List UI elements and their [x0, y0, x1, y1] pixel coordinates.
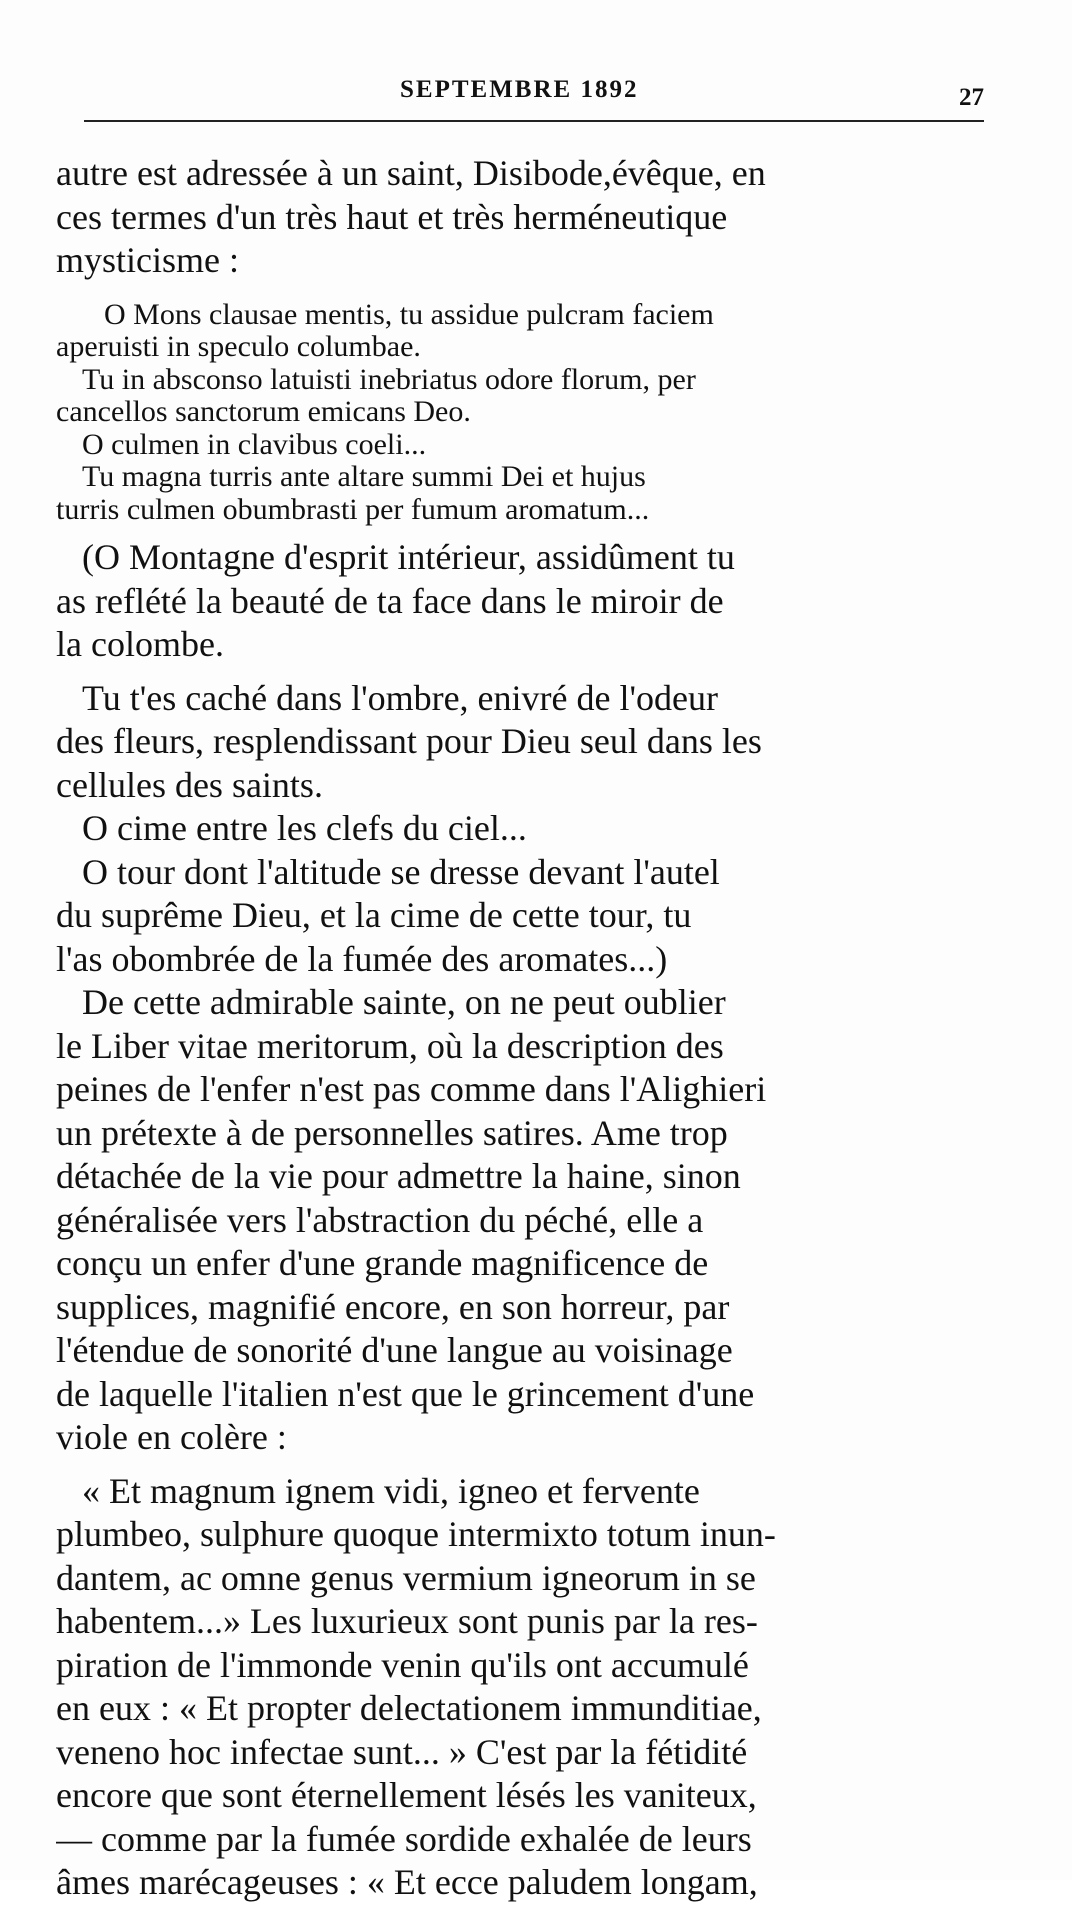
text-line: autre est adressée à un saint, Disibode,évêque, en: [56, 153, 766, 193]
text-line: plumbeo, sulphure quoque intermixto totum inun-: [56, 1514, 776, 1554]
text-line: viole en colère :: [56, 1417, 287, 1457]
text-line: veneno hoc infectae sunt... » C'est par la fétidité: [56, 1731, 748, 1772]
running-title: SEPTEMBRE 1892: [400, 76, 639, 103]
text-line: un prétexte à de personnelles satires. Ame trop: [56, 1112, 728, 1153]
text-line: supplices, magnifié encore, en son horreur, par: [56, 1286, 730, 1327]
text-line: — comme par la fumée sordide exhalée de leurs: [56, 1818, 752, 1859]
text-line: des fleurs, resplendissant pour Dieu seul dans les: [56, 721, 762, 761]
text-line: O culmen in clavibus coeli...: [82, 428, 427, 461]
text-line: mysticisme :: [56, 240, 239, 280]
text-line: O tour dont l'altitude se dresse devant l'autel: [82, 851, 720, 892]
text-line: piration de l'immonde venin qu'ils ont accumulé: [56, 1644, 749, 1685]
text-line: O Mons clausae mentis, tu assidue pulcram faciem: [104, 298, 714, 331]
text-line: Tu in absconso latuisti inebriatus odore florum, per: [82, 363, 696, 396]
text-line: as reflété la beauté de ta face dans le miroir de: [56, 580, 724, 621]
text-line: dantem, ac omne genus vermium igneorum in se: [56, 1557, 756, 1598]
text-line: l'as obombrée de la fumée des aromates...): [56, 938, 668, 979]
text-line: aperuisti in speculo columbae.: [56, 331, 421, 363]
text-line: peines de l'enfer n'est pas comme dans l'Alighieri: [56, 1069, 767, 1109]
text-line: habentem...» Les luxurieux sont punis par la res-: [56, 1601, 758, 1641]
paragraph-intro: [56, 152, 976, 283]
text-line: De cette admirable sainte, on ne peut oublier: [82, 982, 726, 1022]
text-line: O cime entre les clefs du ciel...: [82, 808, 527, 848]
text-line: encore que sont éternellement lésés les vaniteux,: [56, 1775, 757, 1815]
text-line: de laquelle l'italien n'est que le grincement d'une: [56, 1373, 755, 1414]
text-line: généralisée vers l'abstraction du péché, elle a: [56, 1199, 704, 1240]
text-line: cellules des saints.: [56, 764, 323, 805]
text-line: le Liber vitae meritorum, où la description des: [56, 1025, 724, 1066]
text-line: ces termes d'un très haut et très herméneutique: [56, 196, 728, 237]
text-line: du suprême Dieu, et la cime de cette tour, tu: [56, 895, 692, 935]
text-line: en eux : « Et propter delectationem immunditiae,: [56, 1688, 762, 1728]
page-number: 27: [959, 84, 984, 111]
paragraph-excerpts: [56, 1470, 976, 1905]
body-text: [56, 152, 976, 1905]
text-line: détachée de la vie pour admettre la haine, sinon: [56, 1156, 741, 1196]
text-line: Tu magna turris ante altare summi Dei et hujus: [82, 461, 646, 493]
text-line: cancellos sanctorum emicans Deo.: [56, 396, 471, 428]
text-line: (O Montagne d'esprit intérieur, assidûment tu: [82, 537, 735, 577]
french-translation: [56, 536, 976, 981]
text-line: turris culmen obumbrasti per fumum aromatum...: [56, 493, 650, 526]
latin-quotation: [56, 299, 976, 527]
text-line: la colombe.: [56, 624, 224, 664]
text-line: « Et magnum ignem vidi, igneo et fervente: [82, 1470, 700, 1511]
text-line: conçu un enfer d'une grande magnificence de: [56, 1243, 709, 1283]
paragraph-commentary: [56, 981, 976, 1460]
text-line: Tu t'es caché dans l'ombre, enivré de l'odeur: [82, 677, 718, 718]
page-header: [84, 72, 984, 122]
text-line: âmes marécageuses : « Et ecce paludem longam,: [56, 1862, 758, 1902]
text-line: l'étendue de sonorité d'une langue au voisinage: [56, 1330, 733, 1370]
